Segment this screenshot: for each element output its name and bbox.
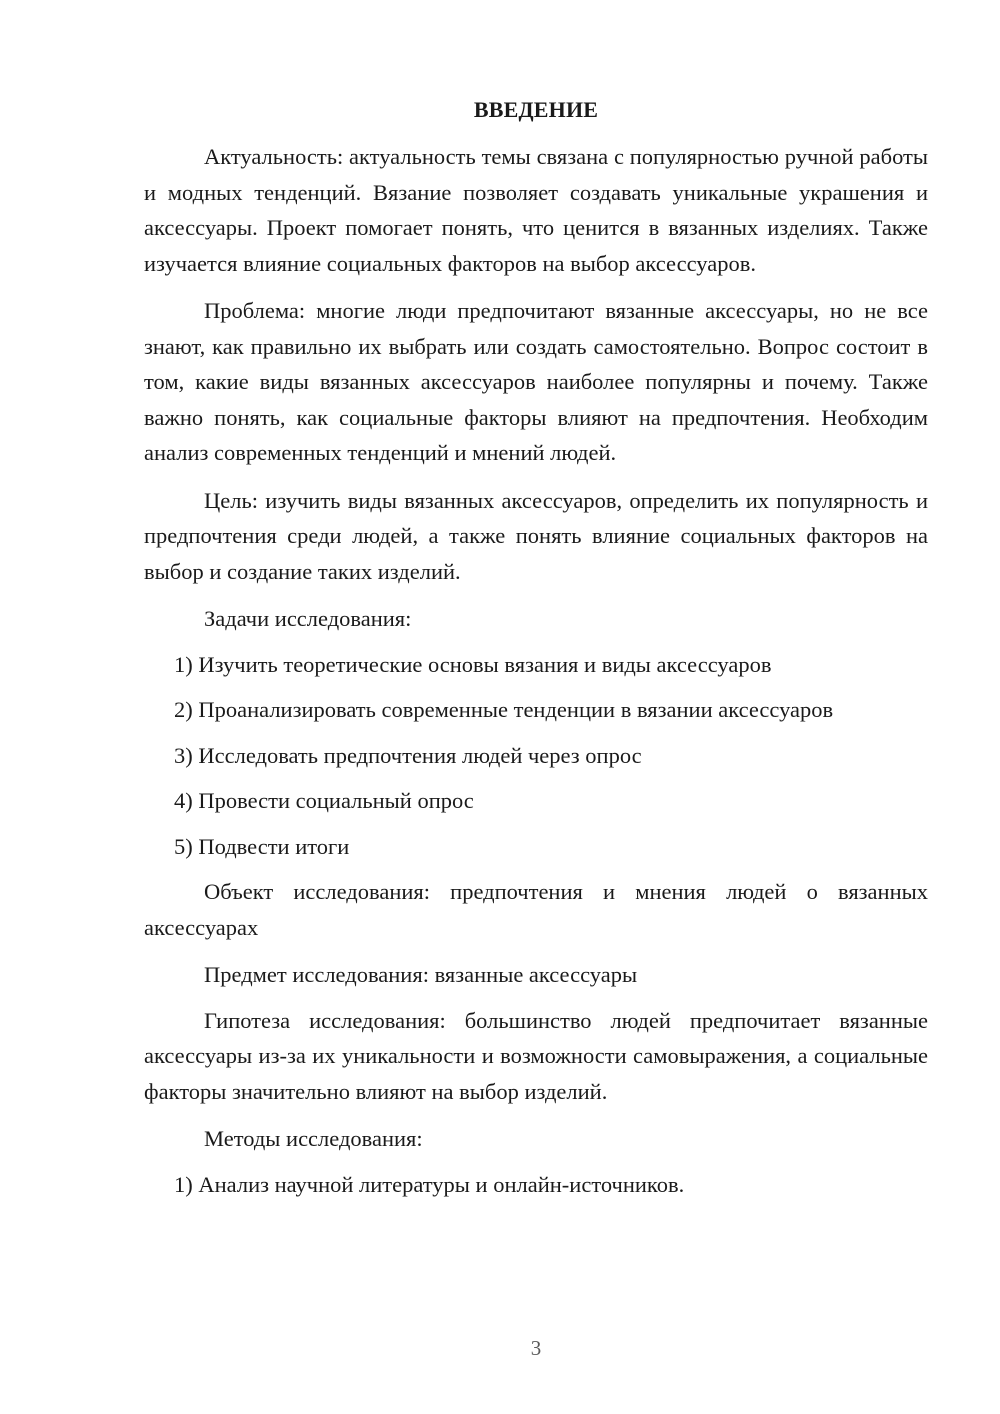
methods-list — [144, 1167, 928, 1203]
list-item: 2) Проанализировать современные тенденции в вязании аксессуаров — [174, 697, 834, 722]
hypothesis-paragraph: Гипотеза исследования: большинство людей предпочитает вязанные аксессуары из-за их уникальности и возможности самовыражения, а социальные факторы значительно влияют на выбор изделий. — [144, 1007, 928, 1104]
object-paragraph: Объект исследования: предпочтения и мнения людей о вязанных аксессуарах — [144, 879, 928, 940]
problem-paragraph: Проблема: многие люди предпочитают вязанные аксессуары, но не все знают, как правильно их выбрать или создать самостоятельно. Вопрос состоит в том, какие виды вязанных аксессуаров наиболее популярны и почему. Также важно понять, как социальные факторы влияют на предпочтения. Необходим анализ современных тенденций и мнений людей. — [144, 298, 928, 465]
relevance-paragraph: Актуальность: актуальность темы связана с популярностью ручной работы и модных тенденций. Вязание позволяет создавать уникальные украшения и аксессуары. Проект помогает понять, что ценится в вязанных изделиях. Также изучается влияние социальных факторов на выбор аксессуаров. — [144, 144, 928, 276]
list-item: 1) Изучить теоретические основы вязания и виды аксессуаров — [174, 651, 772, 677]
page-content — [144, 95, 928, 1212]
page-number: 3 — [530, 1336, 542, 1360]
list-item: 5) Подвести итоги — [174, 833, 350, 859]
methods-heading: Методы исследования: — [204, 1126, 423, 1151]
goal-paragraph: Цель: изучить виды вязанных аксессуаров, определить их популярность и предпочтения среди людей, а также понять влияние социальных факторов на выбор и создание таких изделий. — [144, 487, 928, 584]
tasks-list — [144, 647, 928, 865]
subject-paragraph: Предмет исследования: вязанные аксессуары — [204, 962, 638, 987]
tasks-heading: Задачи исследования: — [204, 606, 412, 631]
list-item: 1) Анализ научной литературы и онлайн-источников. — [174, 1171, 685, 1197]
list-item: 4) Провести социальный опрос — [174, 788, 474, 813]
section-title: ВВЕДЕНИЕ — [473, 97, 599, 122]
list-item: 3) Исследовать предпочтения людей через опрос — [174, 742, 642, 768]
